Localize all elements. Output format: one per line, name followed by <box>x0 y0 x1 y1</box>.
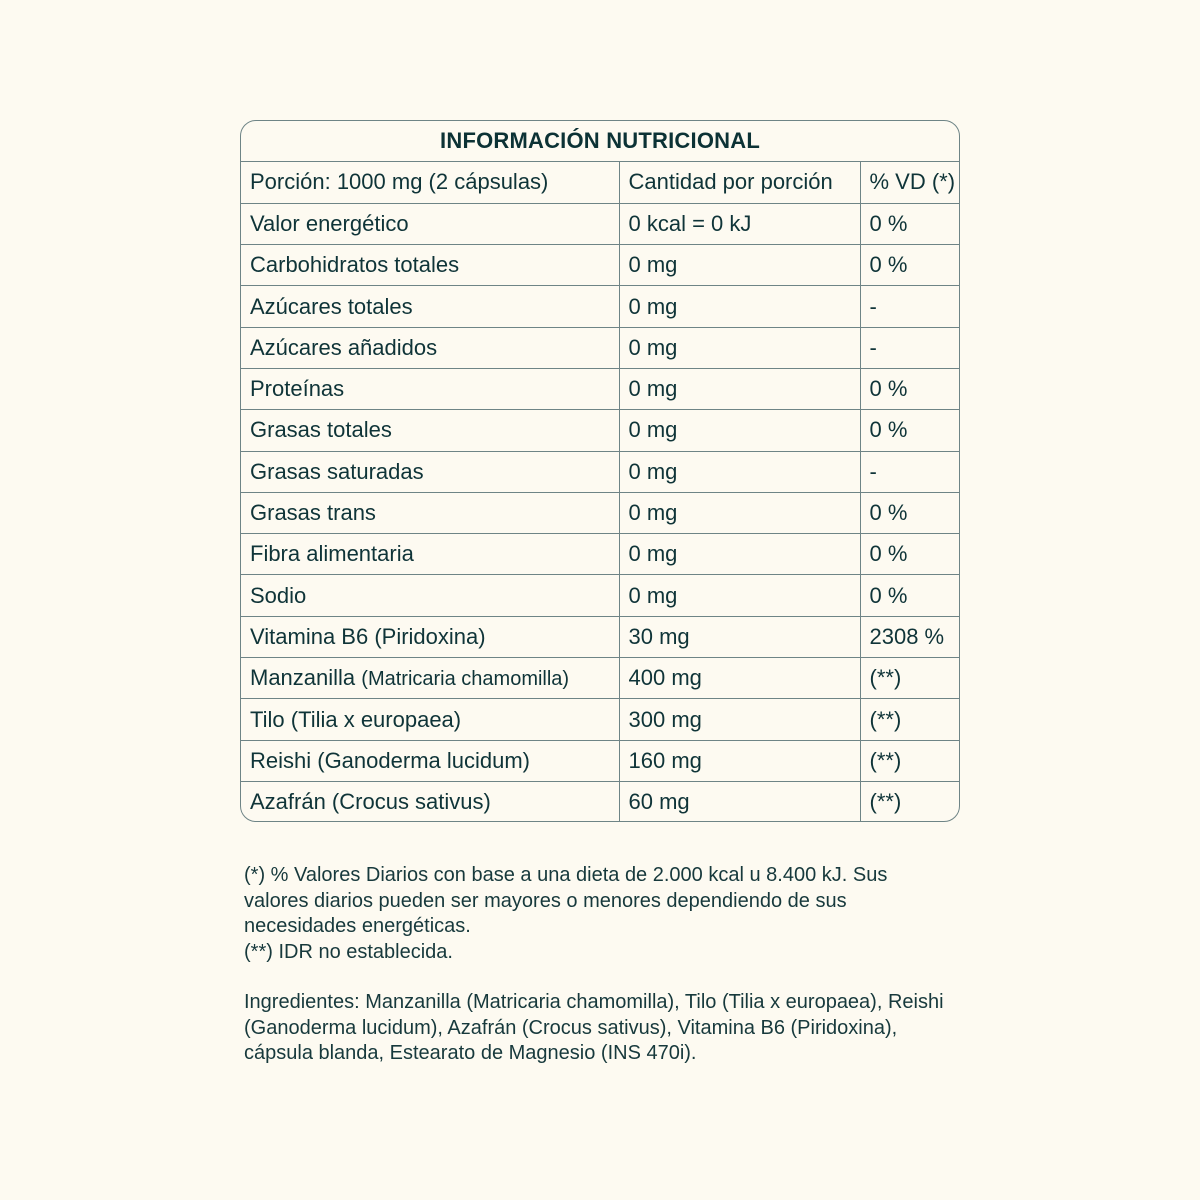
nutrient-name <box>241 451 619 492</box>
amount-per-serving-header: Cantidad por porción <box>619 162 860 203</box>
nutrient-daily-value: 0 % <box>860 203 960 244</box>
nutrition-title: INFORMACIÓN NUTRICIONAL <box>241 121 959 162</box>
nutrient-amount: 0 mg <box>619 327 860 368</box>
nutrient-daily-value: 0 % <box>860 410 960 451</box>
nutrient-row <box>241 616 960 657</box>
ingredients-text: Ingredientes: Manzanilla (Matricaria chamomilla), Tilo (Tilia x europaea), Reishi (Ganoderma lucidum), Azafrán (Crocus sativus), Vitamina B6 (Piridoxina), cápsula blanda, Estearato de Magnesio (INS 470i). <box>244 991 944 1064</box>
nutrient-daily-value: - <box>860 327 960 368</box>
nutrient-row <box>241 658 960 699</box>
nutrition-facts-panel <box>240 120 960 822</box>
nutrient-name <box>241 658 619 699</box>
nutrient-daily-value: 0 % <box>860 534 960 575</box>
serving-size-header: Porción: 1000 mg (2 cápsulas) <box>241 162 619 203</box>
notes-section <box>244 863 944 1067</box>
nutrient-name <box>241 699 619 740</box>
nutrient-name-text: Grasas totales <box>250 417 392 443</box>
nutrient-amount: 0 mg <box>619 245 860 286</box>
nutrient-amount: 60 mg <box>619 781 860 822</box>
nutrient-amount: 0 mg <box>619 410 860 451</box>
nutrient-daily-value: 0 % <box>860 245 960 286</box>
nutrient-name <box>241 286 619 327</box>
nutrient-daily-value: 0 % <box>860 492 960 533</box>
nutrient-name-text: Carbohidratos totales <box>250 252 460 278</box>
nutrient-name-text: Tilo (Tilia x europaea) <box>250 706 462 732</box>
nutrient-row <box>241 203 960 244</box>
nutrient-amount: 300 mg <box>619 699 860 740</box>
nutrient-name-text: Grasas trans <box>250 500 376 526</box>
nutrient-name-text: Azúcares totales <box>250 293 413 319</box>
nutrient-amount: 0 mg <box>619 286 860 327</box>
nutrient-row <box>241 492 960 533</box>
nutrient-amount: 0 mg <box>619 451 860 492</box>
nutrient-name-text: Azafrán (Crocus sativus) <box>250 789 491 815</box>
nutrient-amount: 0 mg <box>619 492 860 533</box>
nutrient-amount: 0 kcal = 0 kJ <box>619 203 860 244</box>
nutrient-daily-value: (**) <box>860 740 960 781</box>
nutrient-amount: 0 mg <box>619 575 860 616</box>
nutrient-row <box>241 368 960 409</box>
nutrient-name <box>241 410 619 451</box>
nutrient-amount: 0 mg <box>619 368 860 409</box>
nutrient-daily-value: 2308 % <box>860 616 960 657</box>
nutrient-name-text: Valor energético <box>250 210 409 236</box>
nutrient-row <box>241 327 960 368</box>
daily-value-footnote: (*) % Valores Diarios con base a una dieta de 2.000 kcal u 8.400 kJ. Sus valores diarios pueden ser mayores o menores dependiendo de sus necesidades energéticas. <box>244 864 888 937</box>
rdi-footnote: (**) IDR no establecida. <box>244 940 453 963</box>
nutrient-name <box>241 575 619 616</box>
nutrient-daily-value: (**) <box>860 658 960 699</box>
nutrient-name <box>241 740 619 781</box>
nutrient-name <box>241 781 619 822</box>
nutrient-row <box>241 575 960 616</box>
nutrient-daily-value: (**) <box>860 699 960 740</box>
nutrient-row <box>241 781 960 822</box>
nutrient-amount: 30 mg <box>619 616 860 657</box>
nutrient-row <box>241 451 960 492</box>
nutrient-name-text: Grasas saturadas <box>250 458 424 484</box>
nutrient-name <box>241 492 619 533</box>
nutrient-row <box>241 699 960 740</box>
nutrient-name <box>241 203 619 244</box>
nutrient-daily-value: (**) <box>869 789 902 815</box>
daily-value-header: % VD (*) <box>860 162 960 203</box>
nutrient-row <box>241 245 960 286</box>
nutrient-name-text: Azúcares añadidos <box>250 334 438 360</box>
nutrient-name-text: Manzanilla <box>250 665 362 691</box>
nutrient-name-text: Proteínas <box>250 376 345 402</box>
nutrient-name-text: Fibra alimentaria <box>250 541 414 567</box>
nutrient-name-text: Sodio <box>250 582 307 608</box>
nutrient-amount: 0 mg <box>619 534 860 575</box>
nutrient-daily-value: - <box>860 451 960 492</box>
nutrient-name <box>241 327 619 368</box>
nutrient-row <box>241 534 960 575</box>
nutrient-name <box>241 245 619 286</box>
nutrient-row <box>241 286 960 327</box>
nutrient-name <box>241 616 619 657</box>
nutrient-row <box>241 410 960 451</box>
nutrient-amount: 160 mg <box>619 740 860 781</box>
nutrient-amount: 400 mg <box>619 658 860 699</box>
nutrient-daily-value: - <box>860 286 960 327</box>
table-header-row <box>241 162 960 203</box>
nutrient-name-text: Vitamina B6 (Piridoxina) <box>250 623 486 649</box>
nutrient-daily-value: 0 % <box>860 575 960 616</box>
nutrient-name <box>241 534 619 575</box>
nutrient-row <box>241 740 960 781</box>
nutrition-table <box>241 162 960 822</box>
nutrient-daily-value: 0 % <box>860 368 960 409</box>
nutrient-scientific-name: (Matricaria chamomilla) <box>361 668 570 691</box>
nutrient-name <box>241 368 619 409</box>
nutrient-name-text: Reishi (Ganoderma lucidum) <box>250 747 530 773</box>
